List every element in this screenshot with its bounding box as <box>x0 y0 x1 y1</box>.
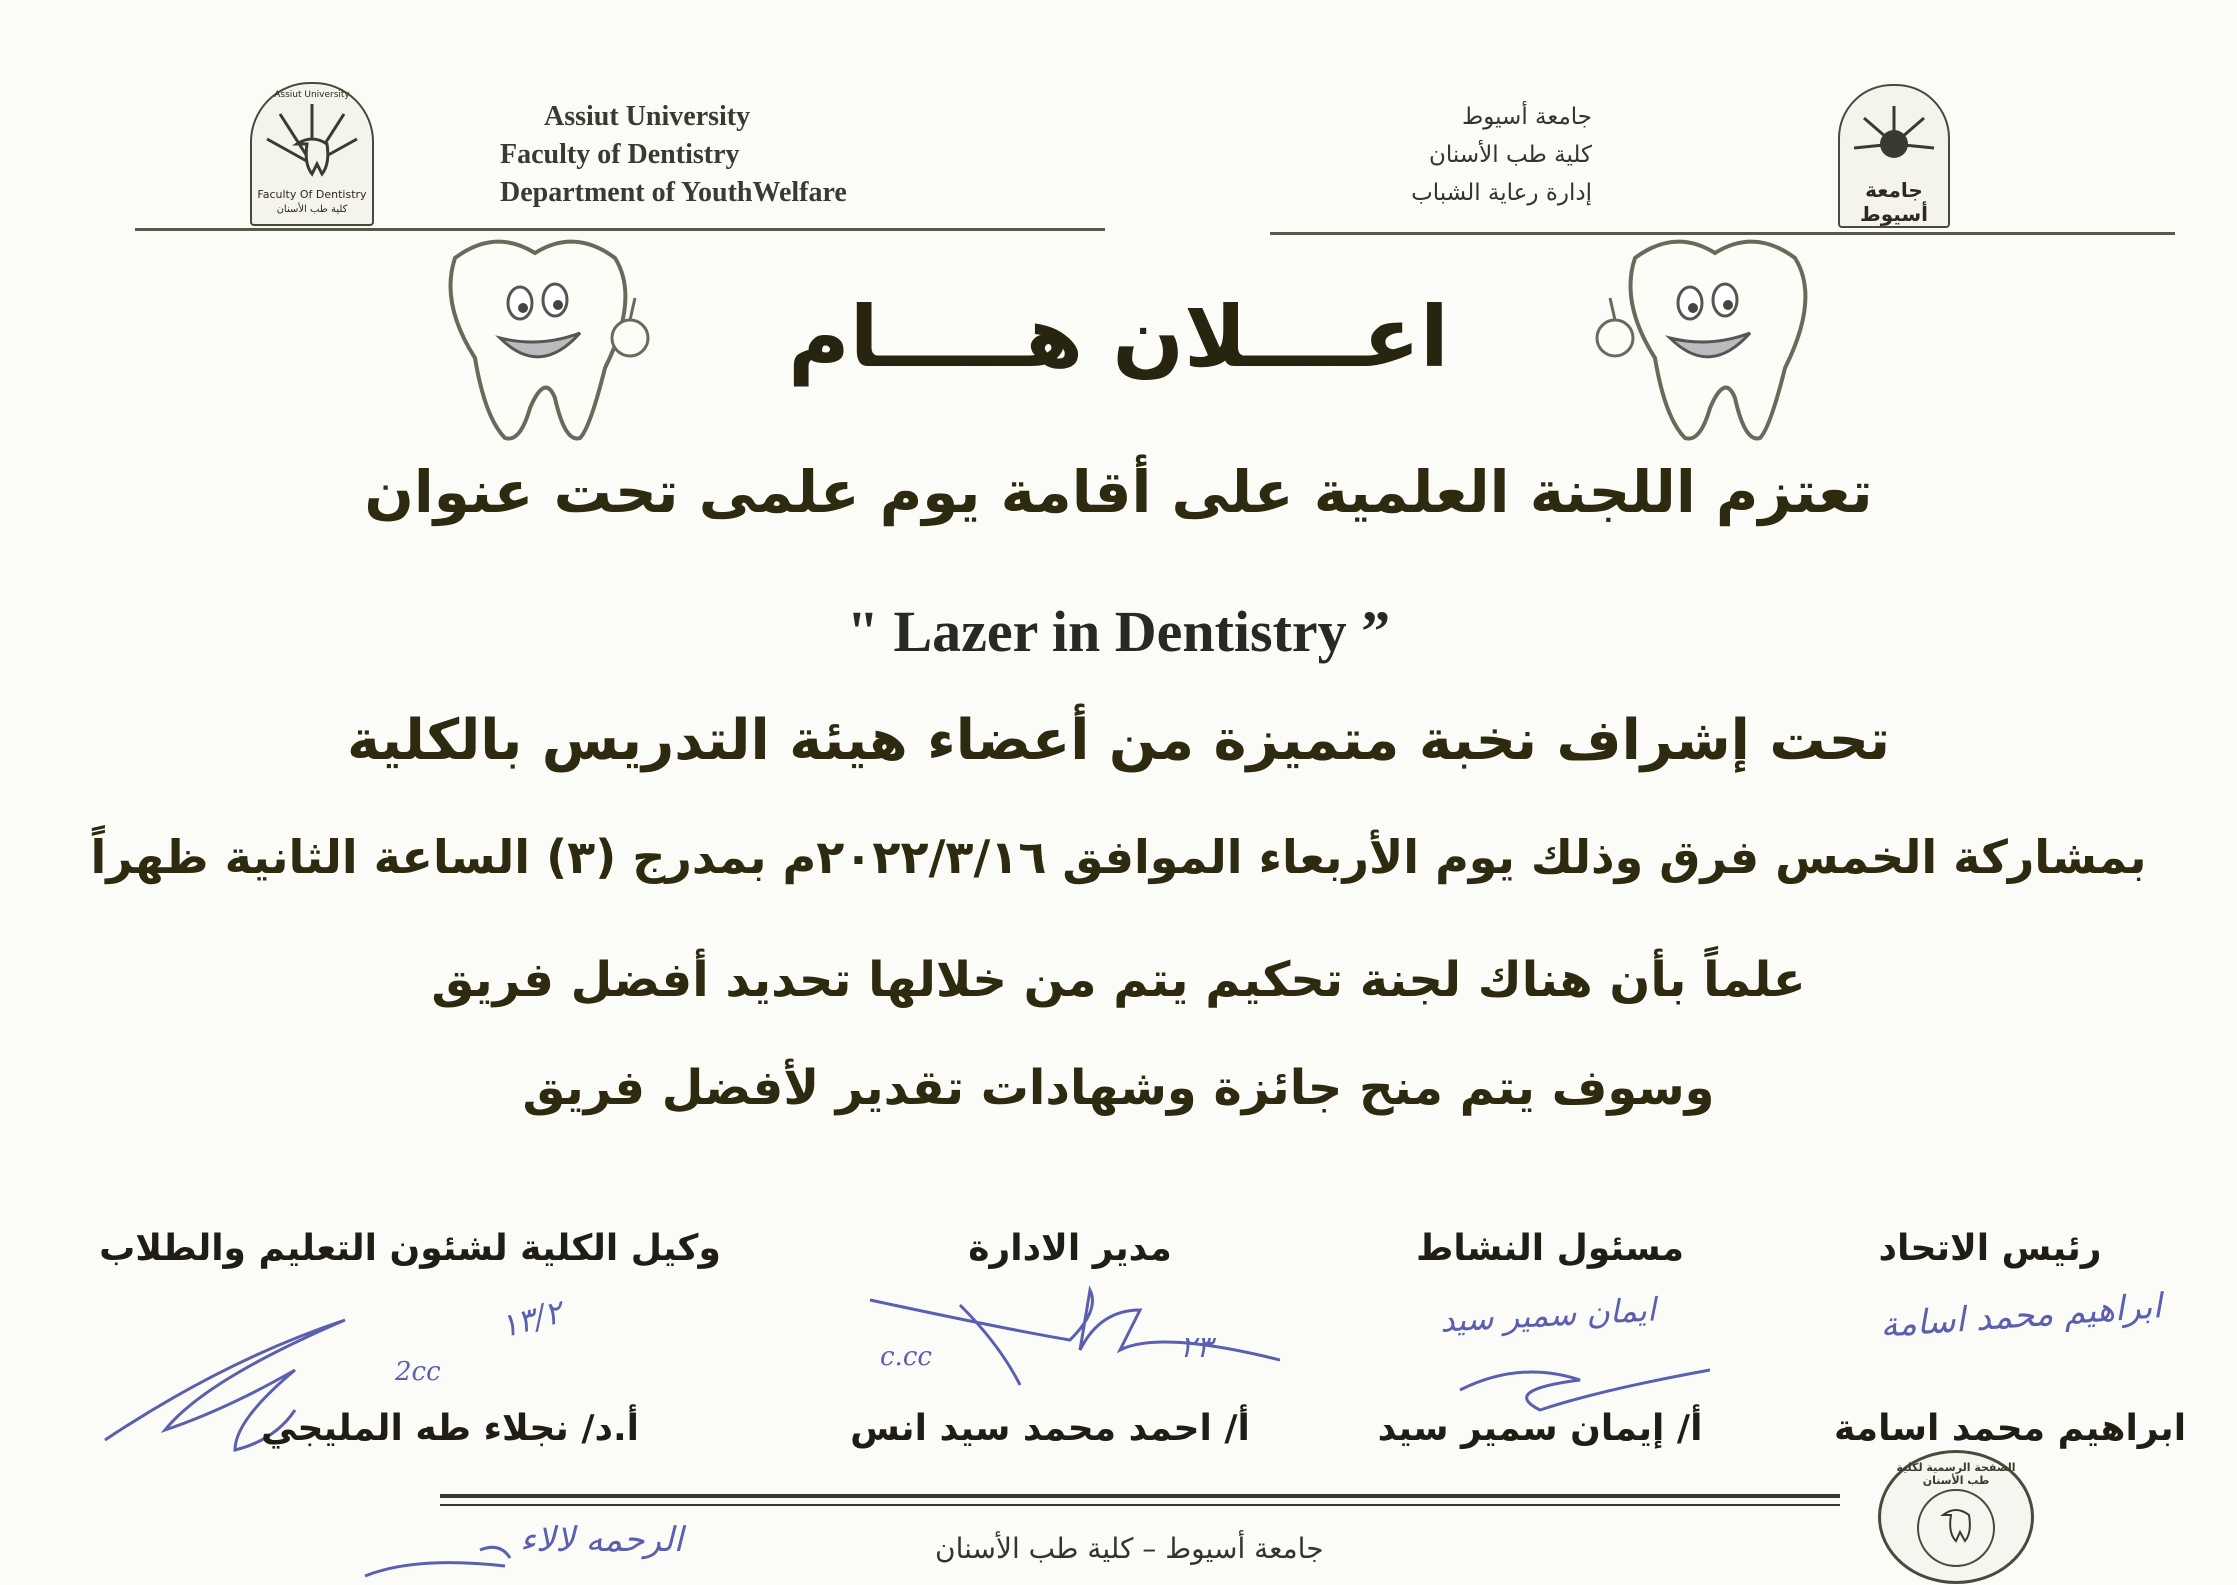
logo-caption-bottom: Faculty Of Dentistry <box>257 188 367 201</box>
university-name: Assiut University <box>544 101 751 132</box>
sig-title-admin-director: مدير الادارة <box>968 1228 1172 1269</box>
header-english <box>500 98 847 212</box>
dentistry-faculty-logo <box>250 82 374 226</box>
sig-name-union-president: ابراهيم محمد اسامة <box>1833 1408 2187 1449</box>
svg-text:c.cc: c.cc <box>880 1342 932 1372</box>
sig-name-admin-director: أ/ احمد محمد سيد انس <box>850 1408 1250 1449</box>
sig-handwriting-admin-director: ٢٣ <box>1180 1330 1213 1365</box>
award-line: وسوف يتم منح جائزة وشهادات تقدير لأفضل فريق <box>522 1060 1715 1116</box>
department-name: Department of YouthWelfare <box>500 177 847 208</box>
sig-title-union-president: رئيس الاتحاد <box>1878 1228 2102 1269</box>
official-faculty-stamp <box>1878 1450 2034 1584</box>
assiut-university-logo <box>1838 84 1950 228</box>
sunburst-tooth-icon <box>252 84 372 224</box>
svg-text:2cc: 2cc <box>395 1357 441 1387</box>
sig-handwriting-activity-officer: ايمان سمير سيد <box>1439 1290 1657 1340</box>
faculty-name-ar: كلية طب الأسنان <box>1429 142 1592 168</box>
header-arabic <box>1411 98 1592 212</box>
department-name-ar: إدارة رعاية الشباب <box>1411 180 1592 206</box>
sig-handwriting-vice-dean: ١٣/٢ <box>496 1292 567 1346</box>
event-details-line: بمشاركة الخمس فرق وذلك يوم الأربعاء الموافق ٢٠٢٢/٣/١٦م بمدرج (٣) الساعة الثانية ظهراً <box>90 830 2147 884</box>
sig-name-vice-dean: أ.د/ نجلاء طه المليجي <box>261 1408 639 1449</box>
sig-handwriting-union-president: ابراهيم محمد اسامة <box>1878 1286 2164 1346</box>
announcement-title: اعــــلان هـــــام <box>788 288 1449 386</box>
logo-caption-top: Assiut University <box>274 90 350 100</box>
supervision-line: تحت إشراف نخبة متميزة من أعضاء هيئة التدريس بالكلية <box>346 708 1891 773</box>
signature-scribble-admin-director <box>860 1250 1280 1400</box>
footer-text: جامعة أسيوط – كلية طب الأسنان <box>935 1532 1324 1565</box>
stamp-text: الصفحة الرسمية لكلية طب الأسنان <box>1896 1461 2016 1487</box>
faculty-name: Faculty of Dentistry <box>500 139 740 170</box>
logo-caption-arabic: كلية طب الأسنان <box>276 204 348 215</box>
sig-title-activity-officer: مسئول النشاط <box>1415 1228 1685 1269</box>
footer-rule-thick <box>440 1494 1840 1498</box>
sig-title-vice-dean: وكيل الكلية لشئون التعليم والطلاب <box>99 1228 721 1269</box>
footer-rule-thin <box>440 1504 1840 1506</box>
sig-name-activity-officer: أ/ إيمان سمير سيد <box>1377 1408 1703 1449</box>
jury-line: علماً بأن هناك لجنة تحكيم يتم من خلالها تحديد أفضل فريق <box>431 952 1806 1008</box>
event-title: " Lazer in Dentistry ” <box>846 599 1391 664</box>
footer-scribble <box>360 1540 520 1582</box>
announcement-intro: تعتزم اللجنة العلمية على أقامة يوم علمى تحت عنوان <box>364 458 1873 526</box>
footer-handwriting: الرحمه لالاء <box>520 1520 684 1560</box>
logo-caption-arabic-right: جامعة أسيوط <box>1860 178 1928 226</box>
university-name-ar: جامعة أسيوط <box>1461 104 1592 130</box>
